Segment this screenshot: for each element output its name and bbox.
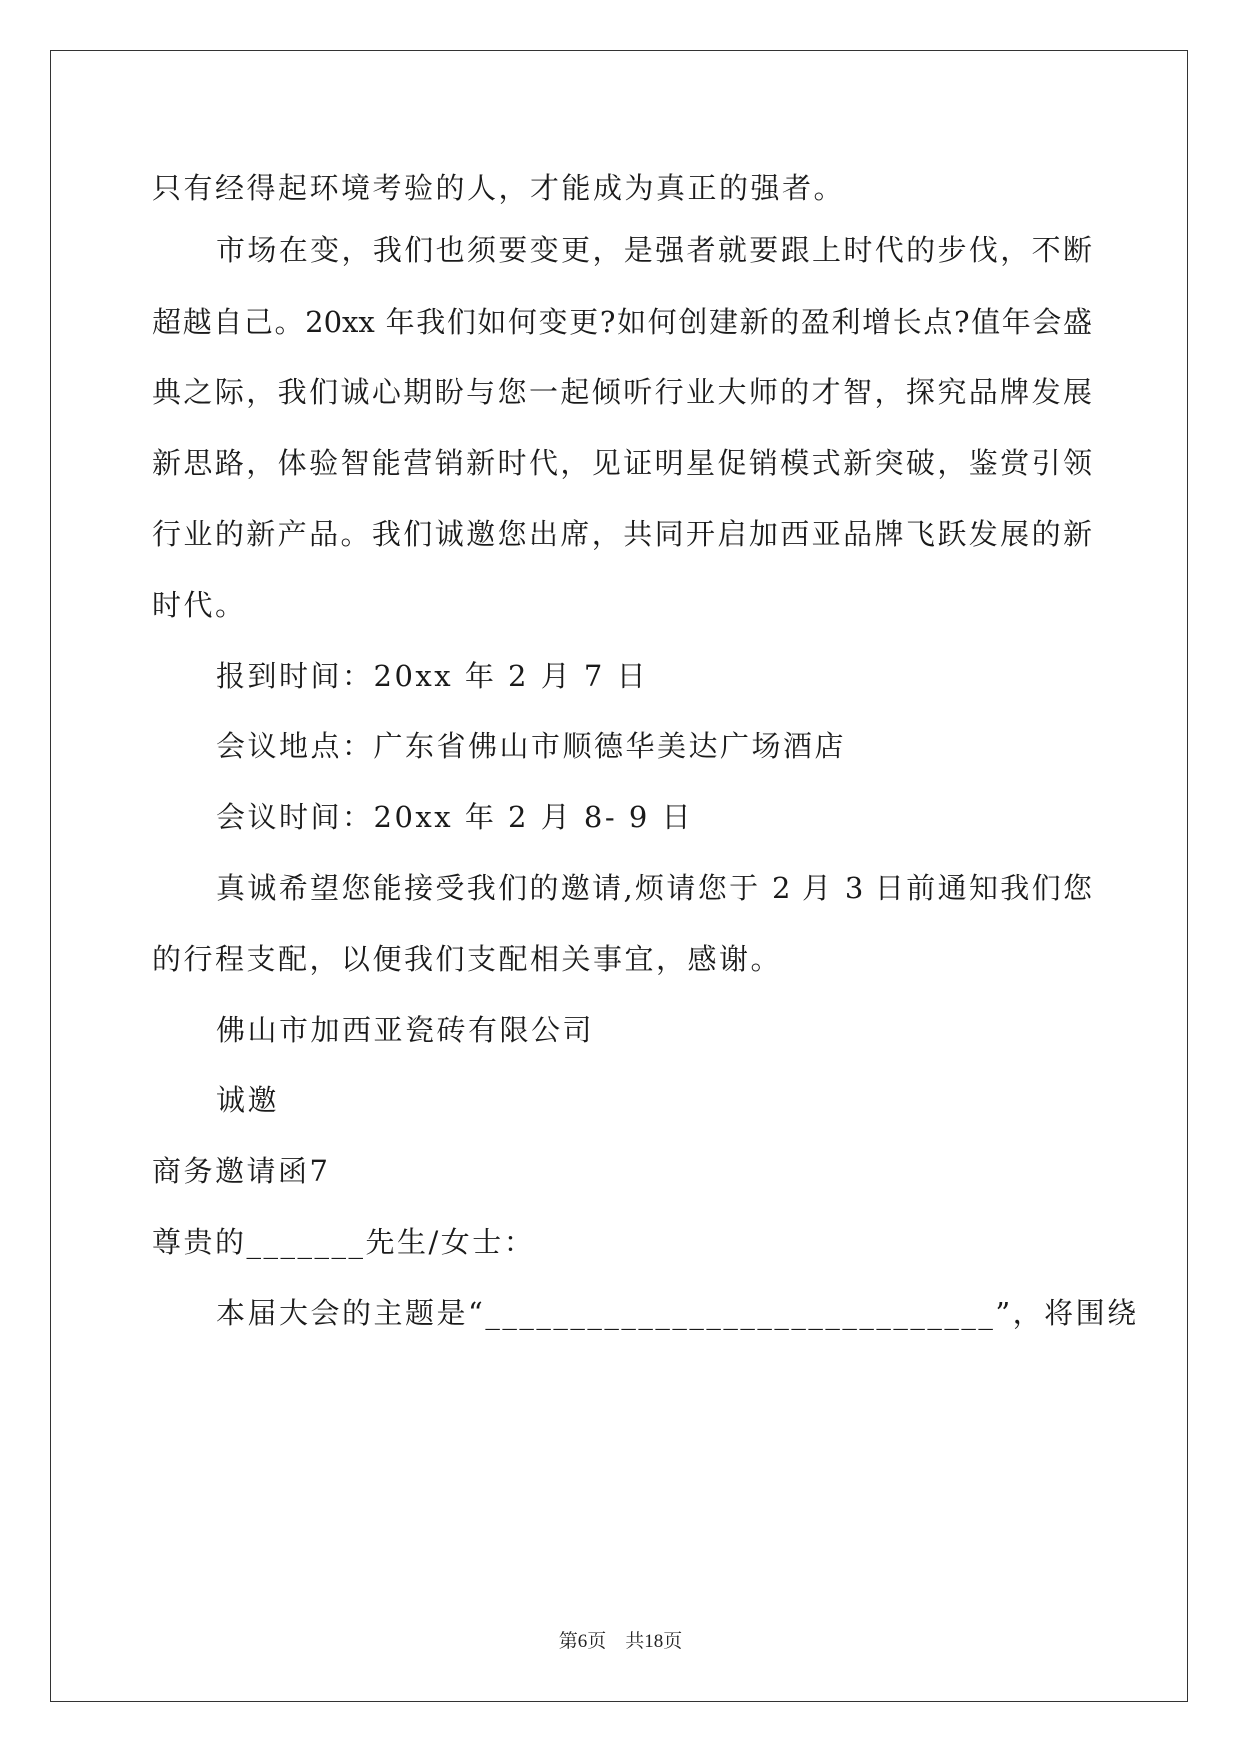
theme-line: 本届大会的主题是“______________________________”，将围绕 [216, 1296, 1139, 1330]
company-signature: 佛山市加西亚瓷砖有限公司 [216, 1013, 595, 1047]
section-heading: 商务邀请函7 [152, 1154, 331, 1188]
paragraph-line: 超越自己。20xx 年我们如何变更?如何创建新的盈利增长点?值年会盛 [152, 305, 1092, 339]
paragraph-line: 的行程支配，以便我们支配相关事宜，感谢。 [152, 942, 783, 976]
paragraph-line: 时代。 [152, 588, 247, 622]
meeting-time-line: 会议时间：20xx 年 2 月 8- 9 日 [216, 800, 694, 834]
sincere-invitation: 诚邀 [216, 1083, 280, 1117]
paragraph-line: 典之际，我们诚心期盼与您一起倾听行业大师的才智，探究品牌发展 [152, 375, 1092, 409]
venue-line: 会议地点：广东省佛山市顺德华美达广场酒店 [216, 729, 847, 763]
page-number: 第6页 共18页 [558, 1631, 683, 1652]
paragraph-line: 真诚希望您能接受我们的邀请,烦请您于 2 月 3 日前通知我们您 [216, 871, 1092, 905]
paragraph-line: 行业的新产品。我们诚邀您出席，共同开启加西亚品牌飞跃发展的新 [152, 517, 1092, 551]
paragraph-line: 新思路，体验智能营销新时代，见证明星促销模式新突破，鉴赏引领 [152, 446, 1092, 480]
report-time-line: 报到时间：20xx 年 2 月 7 日 [216, 659, 649, 693]
paragraph-line: 市场在变，我们也须要变更，是强者就要跟上时代的步伐，不断 [216, 233, 1092, 267]
salutation-line: 尊贵的_______先生/女士： [152, 1225, 536, 1259]
paragraph-line: 只有经得起环境考验的人，才能成为真正的强者。 [152, 171, 846, 205]
